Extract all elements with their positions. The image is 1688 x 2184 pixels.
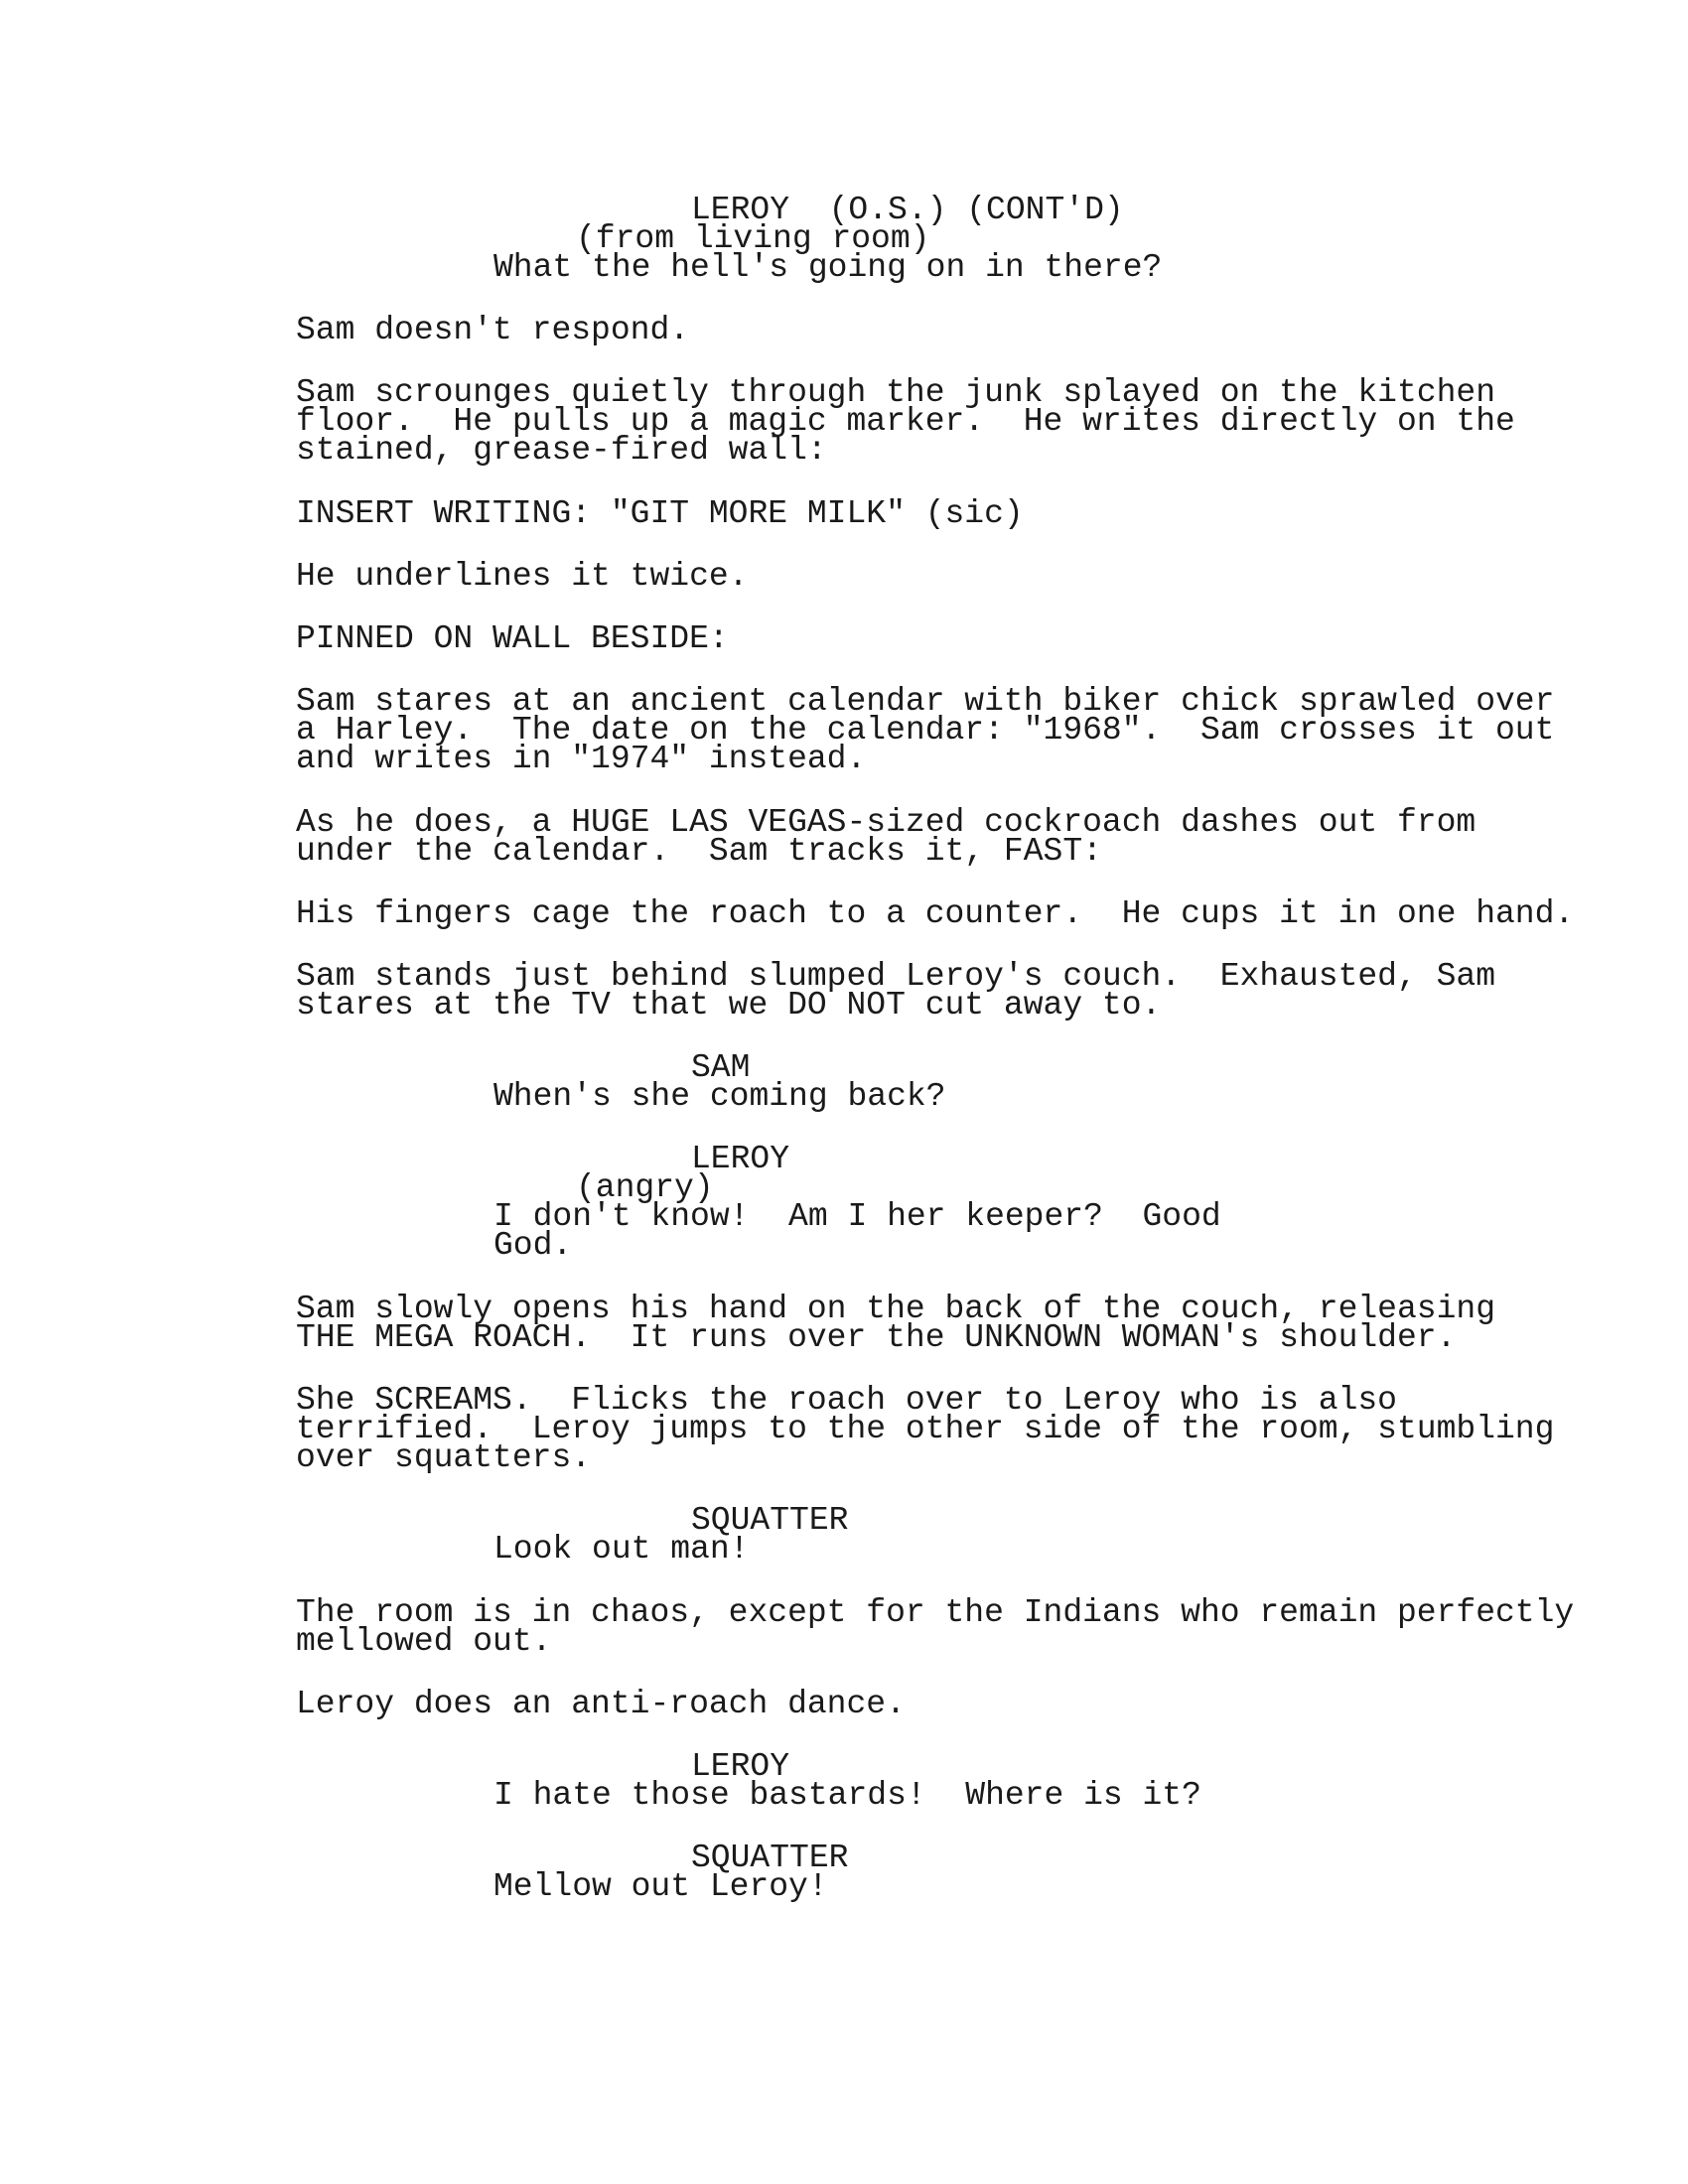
dialogue-line: When's she coming back? xyxy=(493,1078,946,1115)
action-line: Sam stands just behind slumped Leroy's couch. Exhausted, Sam xyxy=(296,958,1495,995)
parenthetical: (from living room) xyxy=(576,220,930,257)
action-line: Sam slowly opens his hand on the back of the couch, releasing xyxy=(296,1291,1495,1327)
character-cue-leroy-os: LEROY (O.S.) (CONT'D) xyxy=(691,192,1124,228)
dialogue-line: I don't know! Am I her keeper? Good xyxy=(493,1198,1221,1235)
insert-writing-line: INSERT WRITING: "GIT MORE MILK" (sic) xyxy=(296,495,1024,532)
dialogue-line: I hate those bastards! Where is it? xyxy=(493,1777,1201,1814)
character-cue-sam: SAM xyxy=(691,1049,751,1086)
character-cue-squatter: SQUATTER xyxy=(691,1840,849,1876)
dialogue-line: What the hell's going on in there? xyxy=(493,249,1163,286)
action-line: She SCREAMS. Flicks the roach over to Leroy who is also xyxy=(296,1382,1397,1419)
action-line: THE MEGA ROACH. It runs over the UNKNOWN WOMAN's shoulder. xyxy=(296,1319,1457,1356)
action-line: under the calendar. Sam tracks it, FAST: xyxy=(296,833,1102,870)
action-line: over squatters. xyxy=(296,1439,592,1476)
action-line: Sam scrounges quietly through the junk splayed on the kitchen xyxy=(296,374,1495,411)
action-line: floor. He pulls up a magic marker. He writes directly on the xyxy=(296,403,1515,440)
dialogue-line: God. xyxy=(493,1227,573,1264)
action-line: a Harley. The date on the calendar: "1968". Sam crosses it out xyxy=(296,712,1555,749)
character-cue-squatter: SQUATTER xyxy=(691,1502,849,1539)
action-line: As he does, a HUGE LAS VEGAS-sized cockroach dashes out from xyxy=(296,804,1477,841)
character-cue-leroy: LEROY xyxy=(691,1141,790,1177)
character-cue-leroy: LEROY xyxy=(691,1748,790,1785)
parenthetical: (angry) xyxy=(576,1169,714,1206)
dialogue-line: Look out man! xyxy=(493,1531,750,1568)
action-line: The room is in chaos, except for the Indians who remain perfectly xyxy=(296,1594,1575,1631)
action-line: His fingers cage the roach to a counter. He cups it in one hand. xyxy=(296,895,1575,932)
action-line: mellowed out. xyxy=(296,1623,552,1660)
action-line: He underlines it twice. xyxy=(296,558,749,595)
shot-heading: PINNED ON WALL BESIDE: xyxy=(296,620,729,657)
action-line: terrified. Leroy jumps to the other side of the room, stumbling xyxy=(296,1411,1555,1447)
action-line: Sam doesn't respond. xyxy=(296,312,690,348)
action-line: stares at the TV that we DO NOT cut away to. xyxy=(296,987,1162,1024)
dialogue-line: Mellow out Leroy! xyxy=(493,1868,828,1905)
action-line: Sam stares at an ancient calendar with biker chick sprawled over xyxy=(296,683,1555,720)
action-line: stained, grease-fired wall: xyxy=(296,432,827,469)
action-line: and writes in "1974" instead. xyxy=(296,741,867,777)
action-line: Leroy does an anti-roach dance. xyxy=(296,1686,906,1722)
